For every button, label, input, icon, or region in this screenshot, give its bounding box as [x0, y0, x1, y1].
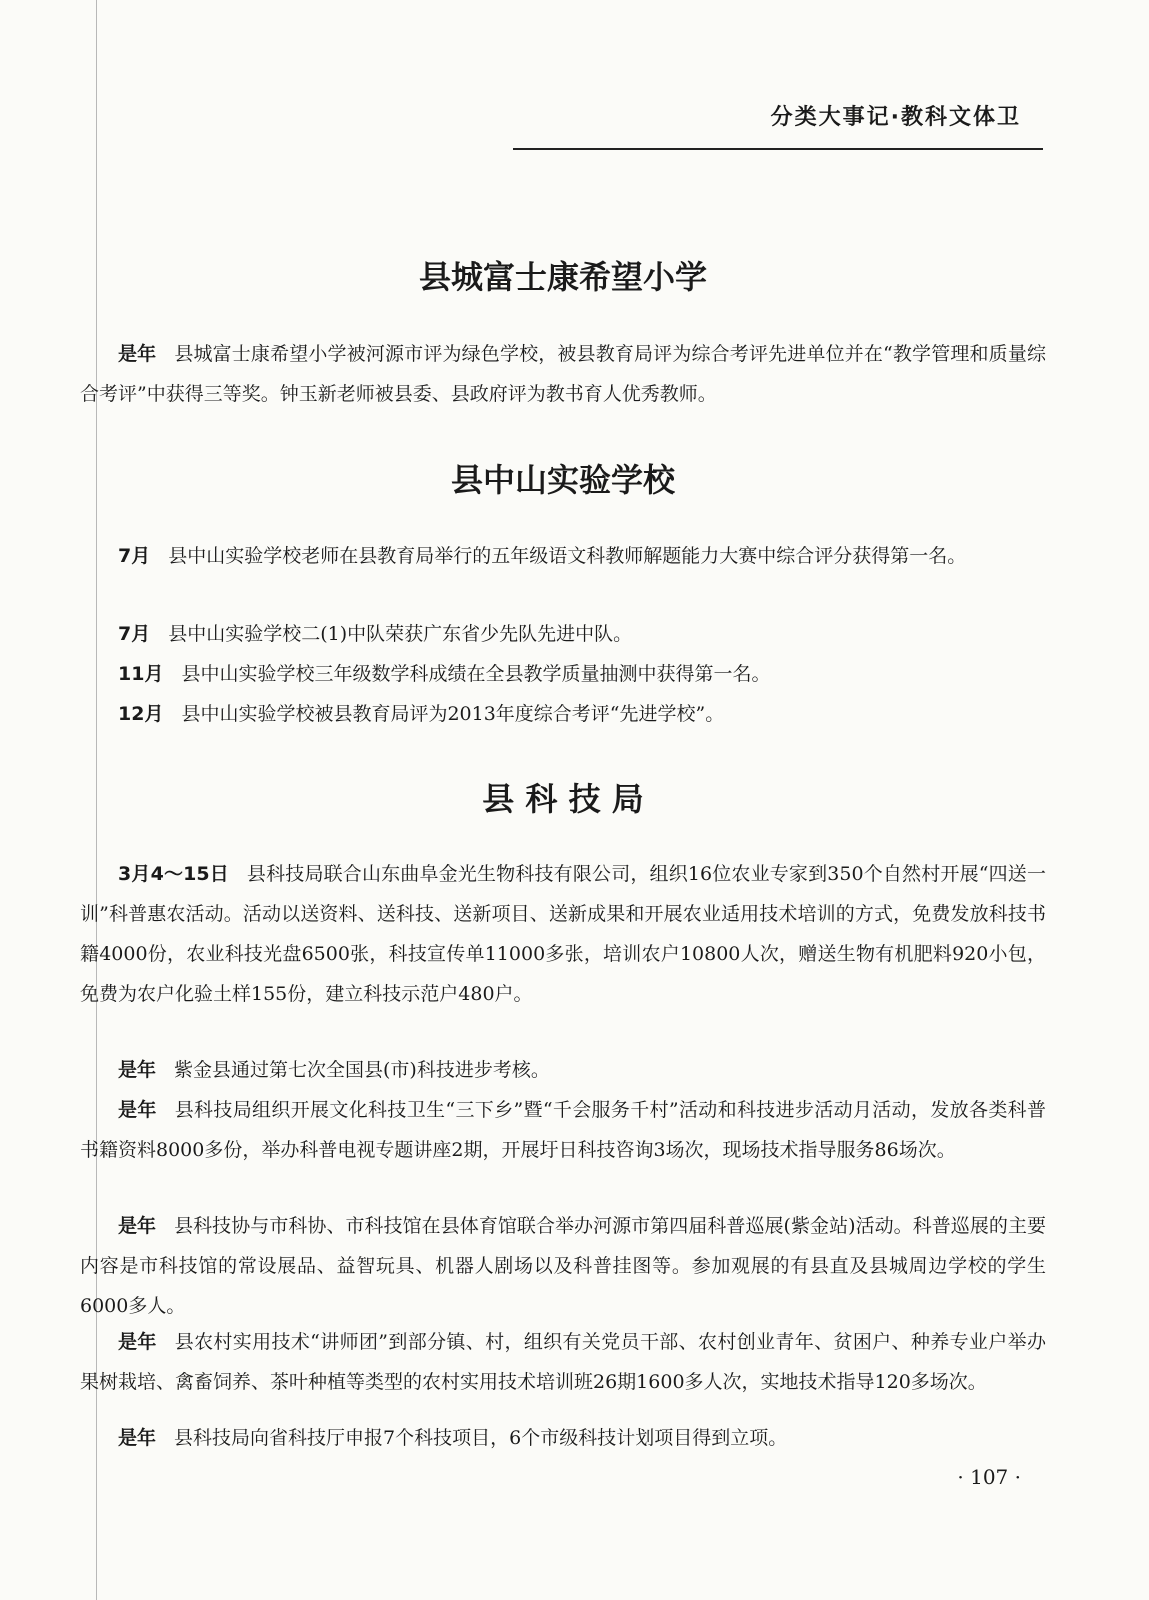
entry-date: 是年: [118, 1099, 157, 1121]
entry: [80, 1418, 1046, 1458]
header-rule: [513, 148, 1043, 150]
entry: [80, 854, 1046, 1014]
entry-text: 县中山实验学校三年级数学科成绩在全县教学质量抽测中获得第一名。: [181, 663, 771, 685]
entry: [80, 1206, 1046, 1326]
entry: [80, 654, 1046, 694]
entry: [80, 536, 1046, 576]
entry-date: 12月: [118, 703, 164, 725]
entry-date: 是年: [118, 343, 157, 365]
entry-text: 县科技局组织开展文化科技卫生“三下乡”暨“千会服务千村”活动和科技进步活动月活动，发放各类科普书籍资料8000多份，举办科普电视专题讲座2期，开展圩日科技咨询3场次，现场技术指导服务86场次。: [80, 1099, 1046, 1161]
entry-text: 县城富士康希望小学被河源市评为绿色学校，被县教育局评为综合考评先进单位并在“教学管理和质量综合考评”中获得三等奖。钟玉新老师被县委、县政府评为教书育人优秀教师。: [80, 343, 1046, 405]
section-title: 县 科 技 局: [482, 780, 644, 818]
entry-date: 11月: [118, 663, 164, 685]
entry-text: 县农村实用技术“讲师团”到部分镇、村，组织有关党员干部、农村创业青年、贫困户、种养专业户举办果树栽培、禽畜饲养、茶叶种植等类型的农村实用技术培训班26期1600多人次，实地技术指导120多场次。: [80, 1331, 1046, 1393]
running-head: 分类大事记·教科文体卫: [770, 105, 1021, 130]
section-title: 县中山实验学校: [450, 461, 675, 499]
page-number: · 107 ·: [957, 1465, 1021, 1489]
entry-text: 县中山实验学校老师在县教育局举行的五年级语文科教师解题能力大赛中综合评分获得第一名。: [168, 545, 967, 567]
entry-text: 县科技局向省科技厅申报7个科技项目，6个市级科技计划项目得到立项。: [174, 1427, 788, 1449]
entry: [80, 1090, 1046, 1170]
entry: [80, 334, 1046, 414]
entry-text: 县科技局联合山东曲阜金光生物科技有限公司，组织16位农业专家到350个自然村开展“四送一训”科普惠农活动。活动以送资料、送科技、送新项目、送新成果和开展农业适用技术培训的方式，免费发放科技书籍4000份，农业科技光盘6500张，科技宣传单11000多张，培训农户10800人次，赠送生物有机肥料920小包，免费为农户化验土样155份，建立科技示范户480户。: [80, 863, 1046, 1005]
entry: [80, 694, 1046, 734]
entry-text: 紫金县通过第七次全国县(市)科技进步考核。: [174, 1059, 550, 1081]
entry-date: 7月: [118, 545, 151, 567]
entry-date: 是年: [118, 1215, 157, 1237]
entry: [80, 614, 1046, 654]
entry-text: 县中山实验学校被县教育局评为2013年度综合考评“先进学校”。: [181, 703, 725, 725]
section-title: 县城富士康希望小学: [418, 258, 707, 296]
entry-date: 是年: [118, 1427, 157, 1449]
entry-date: 7月: [118, 623, 151, 645]
entry: [80, 1322, 1046, 1402]
entry: [80, 1050, 1046, 1090]
entry-date: 是年: [118, 1331, 157, 1353]
entry-text: 县科技协与市科协、市科技馆在县体育馆联合举办河源市第四届科普巡展(紫金站)活动。科普巡展的主要内容是市科技馆的常设展品、益智玩具、机器人剧场以及科普挂图等。参加观展的有县直及县城周边学校的学生6000多人。: [80, 1215, 1046, 1317]
entry-date: 3月4～15日: [118, 863, 229, 885]
entry-date: 是年: [118, 1059, 157, 1081]
entry-text: 县中山实验学校二(1)中队荣获广东省少先队先进中队。: [168, 623, 633, 645]
